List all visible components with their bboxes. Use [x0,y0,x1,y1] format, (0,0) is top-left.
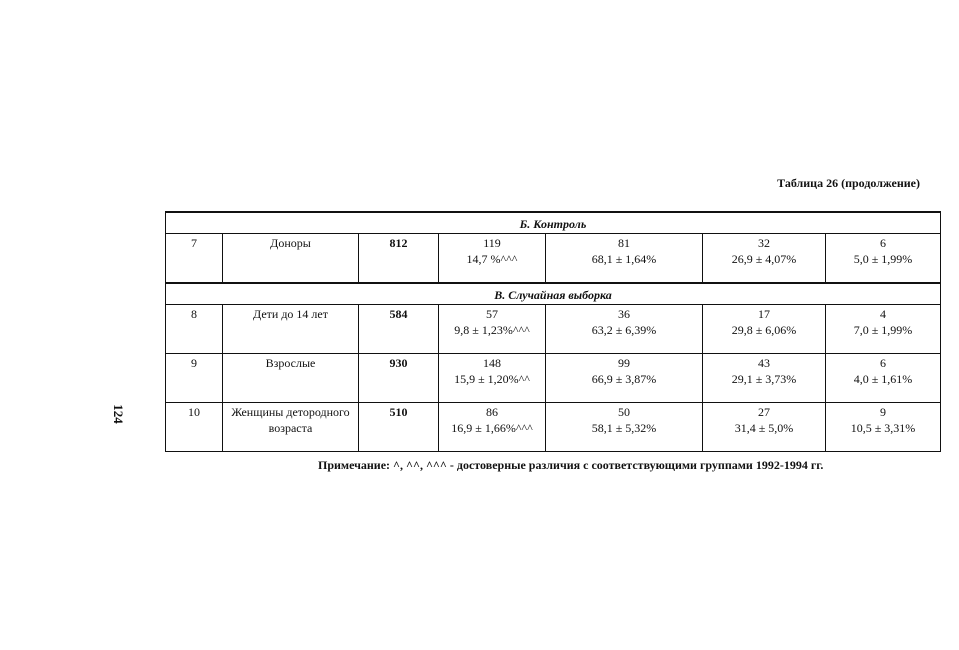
value-cell [439,234,546,284]
group-name: Женщины детородного возраста [223,403,359,452]
value-cell [826,403,941,452]
value-cell [703,305,826,354]
group-total: 930 [359,354,439,403]
value-count: 6 [880,356,886,370]
row-number: 8 [166,305,223,354]
value-percent: 14,7 %^^^ [466,252,518,266]
value-count: 6 [880,236,886,250]
value-percent: 31,4 ± 5,0% [734,421,794,435]
value-percent: 16,9 ± 1,66%^^^ [451,421,533,435]
page-number: 124 [110,404,126,424]
section-title: В. Случайная выборка [166,283,941,305]
value-percent: 9,8 ± 1,23%^^^ [454,323,530,337]
value-cell [826,354,941,403]
group-name: Доноры [223,234,359,284]
table-row [166,234,941,284]
value-count: 9 [880,405,886,419]
value-count: 119 [483,236,501,250]
value-count: 50 [618,405,630,419]
table-note: Примечание: ^, ^^, ^^^ - достоверные различия с соответствующими группами 1992-1994 гг. [318,458,824,472]
value-cell [546,354,703,403]
value-percent: 58,1 ± 5,32% [591,421,657,435]
group-total: 510 [359,403,439,452]
table-row [166,354,941,403]
value-percent: 68,1 ± 1,64% [591,252,657,266]
value-percent: 29,8 ± 6,06% [731,323,797,337]
group-total: 584 [359,305,439,354]
value-cell [439,354,546,403]
value-cell [826,234,941,284]
value-count: 81 [618,236,630,250]
value-count: 17 [758,307,770,321]
section-header-row [166,283,941,305]
value-percent: 4,0 ± 1,61% [853,372,913,386]
table-row [166,403,941,452]
group-name: Взрослые [223,354,359,403]
value-percent: 5,0 ± 1,99% [853,252,913,266]
value-percent: 10,5 ± 3,31% [850,421,916,435]
section-header-row [166,212,941,234]
value-cell [439,403,546,452]
value-count: 86 [486,405,498,419]
value-count: 43 [758,356,770,370]
value-count: 148 [483,356,501,370]
value-count: 36 [618,307,630,321]
value-count: 4 [880,307,886,321]
row-number: 7 [166,234,223,284]
value-count: 57 [486,307,498,321]
value-count: 27 [758,405,770,419]
value-count: 32 [758,236,770,250]
row-number: 9 [166,354,223,403]
value-count: 99 [618,356,630,370]
value-percent: 26,9 ± 4,07% [731,252,797,266]
value-cell [439,305,546,354]
value-percent: 66,9 ± 3,87% [591,372,657,386]
data-table [165,211,941,452]
value-cell [546,305,703,354]
value-percent: 29,1 ± 3,73% [731,372,797,386]
value-cell [546,234,703,284]
row-number: 10 [166,403,223,452]
group-total: 812 [359,234,439,284]
group-name: Дети до 14 лет [223,305,359,354]
value-percent: 7,0 ± 1,99% [853,323,913,337]
section-title: Б. Контроль [166,212,941,234]
value-cell [546,403,703,452]
value-cell [703,354,826,403]
table-caption: Таблица 26 (продолжение) [777,176,920,190]
table-row [166,305,941,354]
value-cell [826,305,941,354]
value-cell [703,234,826,284]
value-cell [703,403,826,452]
value-percent: 15,9 ± 1,20%^^ [454,372,530,386]
value-percent: 63,2 ± 6,39% [591,323,657,337]
